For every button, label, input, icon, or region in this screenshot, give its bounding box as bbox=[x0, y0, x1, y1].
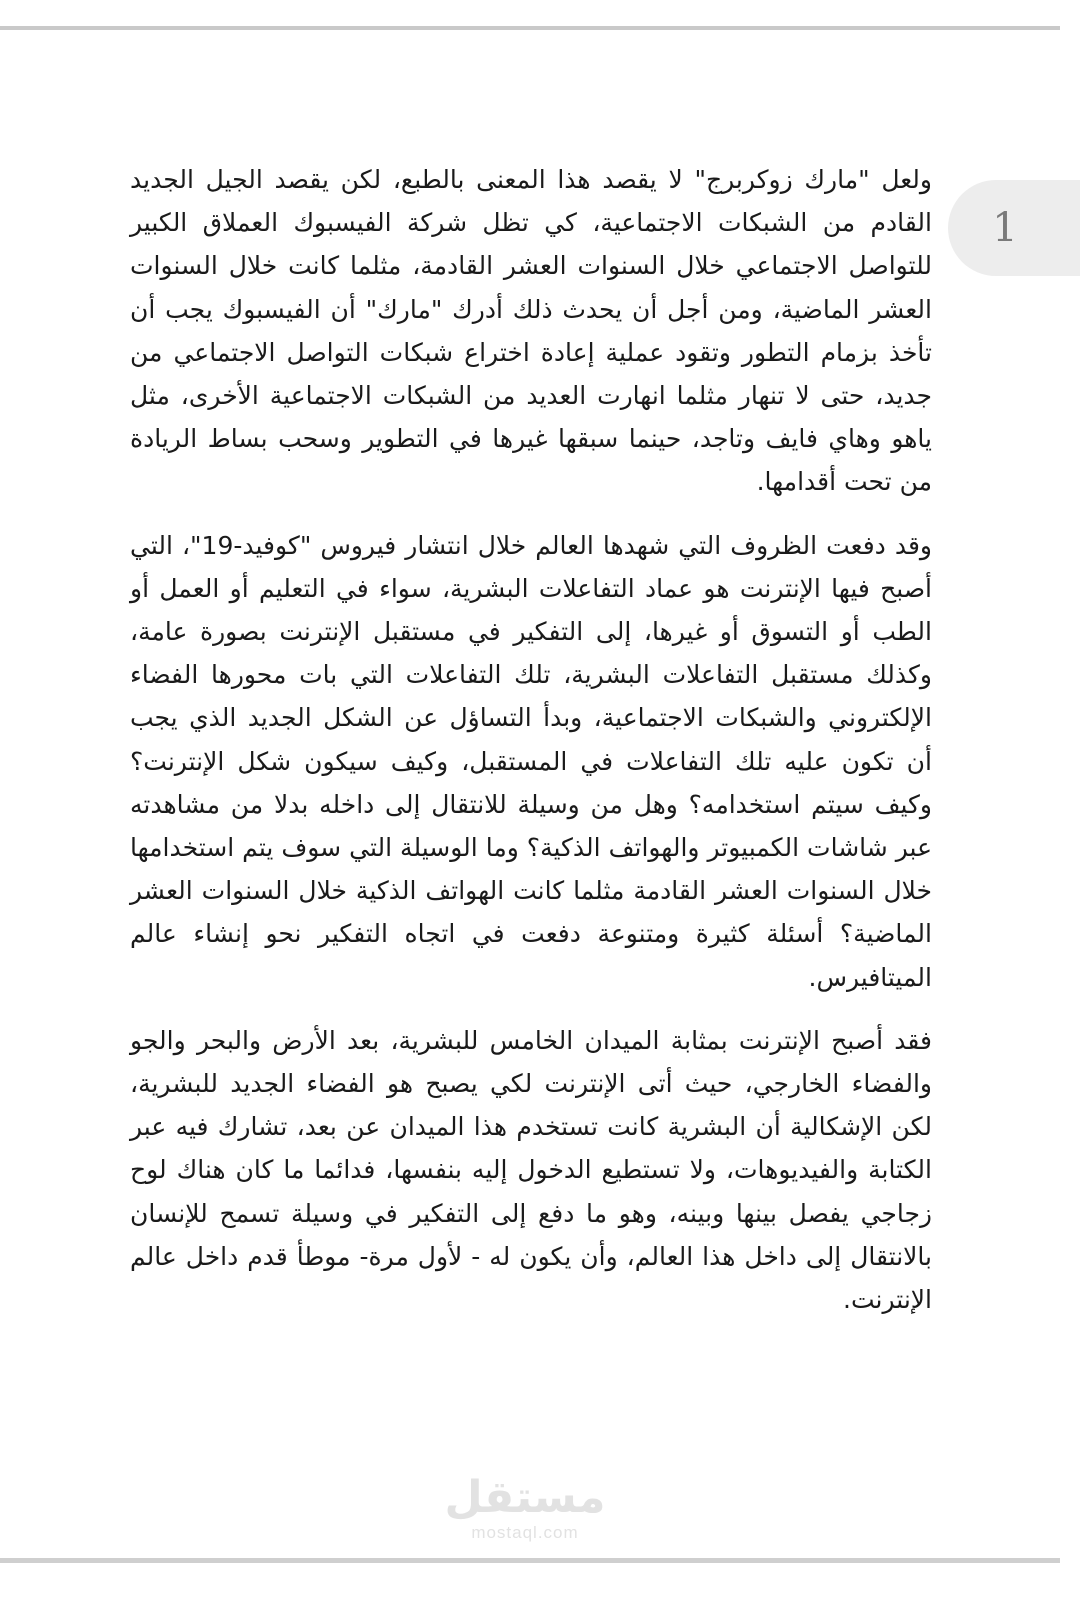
bottom-divider bbox=[0, 1558, 1060, 1563]
article-body bbox=[130, 158, 932, 1341]
watermark-url: mostaql.com bbox=[471, 1523, 579, 1542]
paragraph-1: ولعل "مارك زوكربرج" لا يقصد هذا المعنى بالطبع، لكن يقصد الجيل الجديد القادم من الشبكات الاجتماعية، كي تظل شركة الفيسبوك العملاق الكبير للتواصل الاجتماعي خلال السنوات العشر القادمة، مثلما كانت خلال السنوات العشر الماضية، ومن أجل أن يحدث ذلك أدرك "مارك" أن الفيسبوك يجب أن تأخذ بزمام التطور وتقود عملية إعادة اختراع شبكات التواصل الاجتماعي من جديد، حتى لا تنهار مثلما انهارت العديد من الشبكات الاجتماعية الأخرى، مثل ياهو وهاي فايف وتاجد، حينما سبقها غيرها في التطوير وسحب بساط الريادة من تحت أقدامها. bbox=[130, 165, 932, 497]
mostaql-watermark bbox=[440, 1472, 610, 1542]
page-number: 1 bbox=[992, 205, 1018, 251]
paragraph-3: فقد أصبح الإنترنت بمثابة الميدان الخامس للبشرية، بعد الأرض والبحر والجو والفضاء الخارجي، حيث أتى الإنترنت لكي يصبح هو الفضاء الجديد للبشرية، لكن الإشكالية أن البشرية كانت تستخدم هذا الميدان عن بعد، تشارك فيه عبر الكتابة والفيديوهات، ولا تستطيع الدخول إليه بنفسها، فدائما ما كان هناك لوح زجاجي يفصل بينها وبينه، وهو ما دفع إلى التفكير في وسيلة تسمح للإنسان بالانتقال إلى داخل هذا العالم، وأن يكون له - لأول مرة- موطأ قدم داخل عالم الإنترنت. bbox=[130, 1025, 932, 1315]
paragraph-2: وقد دفعت الظروف التي شهدها العالم خلال انتشار فيروس "كوفيد-19"، التي أصبح فيها الإنترنت هو عماد التفاعلات البشرية، سواء في التعليم أو العمل أو الطب أو التسوق أو غيرها، إلى التفكير في مستقبل الإنترنت بصورة عامة، وكذلك مستقبل التفاعلات البشرية، تلك التفاعلات التي بات محورها الفضاء الإلكتروني والشبكات الاجتماعية، وبدأ التساؤل عن الشكل الجديد الذي يجب أن تكون عليه تلك التفاعلات في المستقبل، وكيف سيكون شكل الإنترنت؟ وكيف سيتم استخدامه؟ وهل من وسيلة للانتقال إلى داخله بدلا من مشاهدته عبر شاشات الكمبيوتر والهواتف الذكية؟ وما الوسيلة التي سوف يتم استخدامها خلال السنوات العشر القادمة مثلما كانت الهواتف الذكية خلال السنوات العشر الماضية؟ أسئلة كثيرة ومتنوعة دفعت في اتجاه التفكير نحو إنشاء عالم الميتافيرس. bbox=[130, 530, 932, 992]
watermark-logo: مستقل bbox=[444, 1472, 606, 1523]
top-divider bbox=[0, 26, 1060, 30]
